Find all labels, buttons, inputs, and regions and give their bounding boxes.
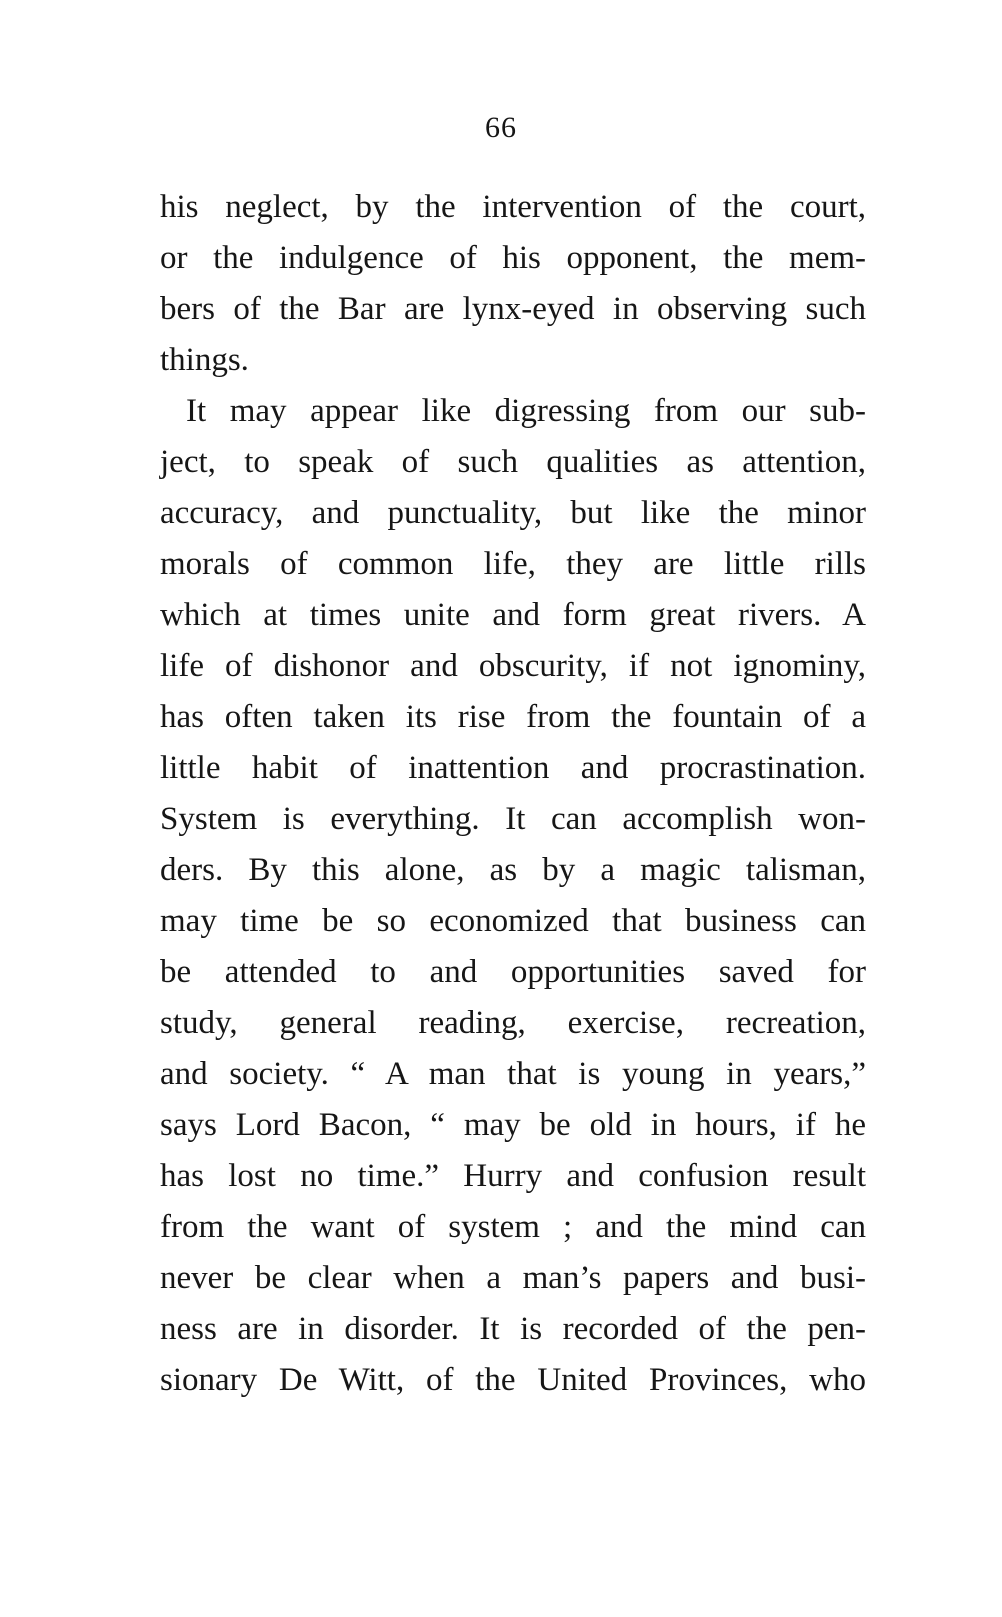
text-line: System is everything. It can accomplish won-	[160, 801, 866, 837]
text-line: or the indulgence of his opponent, the mem-	[160, 240, 866, 276]
text-line: study, general reading, exercise, recreation,	[160, 1005, 866, 1041]
text-line: says Lord Bacon, “ may be old in hours, if he	[160, 1107, 866, 1143]
body-text	[160, 182, 866, 1406]
text-line: bers of the Bar are lynx-eyed in observing such	[160, 291, 866, 327]
text-line: be attended to and opportunities saved for	[160, 954, 866, 990]
text-line: ness are in disorder. It is recorded of the pen-	[160, 1311, 866, 1347]
text-line: accuracy, and punctuality, but like the minor	[160, 495, 866, 531]
text-line: has often taken its rise from the fountain of a	[160, 699, 866, 735]
text-line: sionary De Witt, of the United Provinces, who	[160, 1362, 866, 1398]
page-number: 66	[485, 111, 517, 144]
text-line: and society. “ A man that is young in years,”	[160, 1056, 866, 1092]
text-line: life of dishonor and obscurity, if not ignominy,	[160, 648, 866, 684]
text-line: ject, to speak of such qualities as attention,	[160, 444, 866, 480]
text-line: things.	[160, 342, 249, 378]
text-line: never be clear when a man’s papers and busi-	[160, 1260, 866, 1296]
paragraph-start-line: It may appear like digressing from our sub-	[186, 393, 866, 429]
text-line: morals of common life, they are little rills	[160, 546, 866, 582]
text-line: his neglect, by the intervention of the court,	[160, 189, 866, 225]
text-line: little habit of inattention and procrastination.	[160, 750, 866, 786]
text-line: which at times unite and form great rivers. A	[160, 597, 866, 633]
text-line: ders. By this alone, as by a magic talisman,	[160, 852, 866, 888]
text-line: may time be so economized that business can	[160, 903, 866, 939]
text-line: from the want of system ; and the mind can	[160, 1209, 866, 1245]
text-line: has lost no time.” Hurry and confusion result	[160, 1158, 866, 1194]
